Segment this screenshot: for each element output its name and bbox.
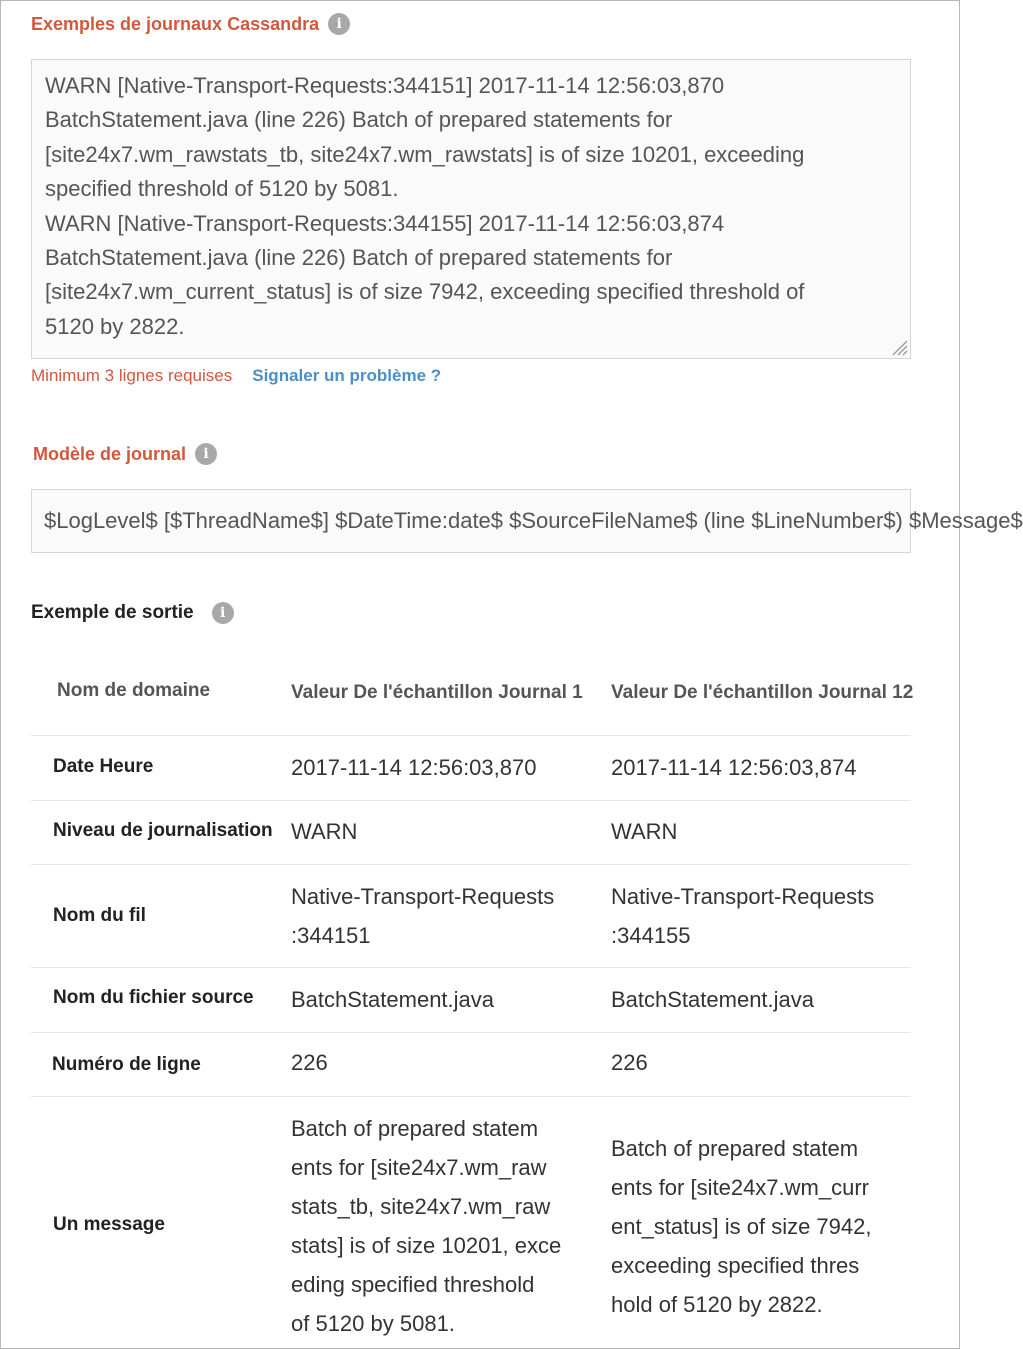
value-line: :344155 bbox=[611, 923, 691, 948]
row-field-name: Un message bbox=[53, 1214, 165, 1235]
table-row bbox=[31, 800, 911, 865]
min-lines-hint: Minimum 3 lignes requises bbox=[31, 366, 233, 385]
pattern-label: Modèle de journal bbox=[33, 443, 187, 464]
info-icon[interactable]: i bbox=[212, 602, 234, 624]
row-value-1: 2017-11-14 12:56:03,870 bbox=[291, 755, 537, 780]
value-line: Batch of prepared statem bbox=[291, 1116, 539, 1141]
log-line: BatchStatement.java (line 226) Batch of prepared statements for bbox=[45, 245, 673, 271]
header-field-name: Nom de domaine bbox=[57, 680, 211, 701]
value-line: exceeding specified thres bbox=[611, 1253, 860, 1278]
value-line: ents for [site24x7.wm_curr bbox=[611, 1175, 869, 1200]
row-field-name: Nom du fil bbox=[53, 905, 146, 926]
hint-row bbox=[31, 366, 441, 386]
log-line: 5120 by 2822. bbox=[45, 313, 185, 339]
table-row bbox=[31, 1032, 911, 1097]
value-line: Batch of prepared statem bbox=[611, 1136, 859, 1161]
value-line: :344151 bbox=[291, 923, 371, 948]
value-line: Native-Transport-Requests bbox=[291, 884, 555, 909]
info-icon[interactable]: i bbox=[195, 443, 217, 465]
row-value-1 bbox=[291, 1109, 581, 1343]
output-table-header bbox=[31, 673, 914, 736]
pattern-label-row bbox=[33, 443, 217, 465]
info-icon[interactable]: i bbox=[328, 13, 350, 35]
table-row bbox=[31, 736, 911, 801]
row-value-1: BatchStatement.java bbox=[291, 987, 495, 1012]
output-title: Exemple de sortie bbox=[31, 602, 194, 623]
table-row bbox=[31, 1096, 911, 1350]
row-value-2: 2017-11-14 12:56:03,874 bbox=[611, 755, 857, 780]
value-line: eding specified threshold bbox=[291, 1272, 535, 1297]
value-line: stats] is of size 10201, exce bbox=[291, 1233, 562, 1258]
log-line: [site24x7.wm_current_status] is of size 7942, exceeding specified threshold of bbox=[45, 279, 805, 305]
row-field-name: Niveau de journalisation bbox=[53, 820, 273, 841]
value-line: hold of 5120 by 2822. bbox=[611, 1292, 823, 1317]
row-value-2: WARN bbox=[611, 819, 678, 844]
samples-label: Exemples de journaux Cassandra bbox=[31, 13, 320, 34]
row-field-name: Numéro de ligne bbox=[52, 1054, 201, 1075]
row-value-2: 226 bbox=[611, 1050, 648, 1075]
value-line: ent_status] is of size 7942, bbox=[611, 1214, 872, 1239]
row-value-2: BatchStatement.java bbox=[611, 987, 815, 1012]
row-value-2 bbox=[611, 1129, 901, 1324]
log-line: [site24x7.wm_rawstats_tb, site24x7.wm_rawstats] is of size 10201, exceeding bbox=[45, 141, 805, 167]
row-value-1: WARN bbox=[291, 819, 358, 844]
value-line: stats_tb, site24x7.wm_raw bbox=[291, 1194, 551, 1219]
row-value-1 bbox=[291, 877, 581, 955]
log-line: WARN [Native-Transport-Requests:344151] 2017-11-14 12:56:03,870 bbox=[45, 73, 725, 98]
sample-logs-textarea[interactable] bbox=[31, 59, 911, 359]
row-value-1: 226 bbox=[291, 1050, 328, 1075]
value-line: of 5120 by 5081. bbox=[291, 1311, 455, 1336]
row-field-name: Nom du fichier source bbox=[53, 987, 254, 1008]
log-pattern-input[interactable]: $LogLevel$ [$ThreadName$] $DateTime:date$ $SourceFileName$ (line $LineNumber$) $Message$ bbox=[31, 489, 911, 553]
output-title-row bbox=[31, 602, 234, 624]
log-line: WARN [Native-Transport-Requests:344155] 2017-11-14 12:56:03,874 bbox=[45, 210, 725, 236]
value-line: ents for [site24x7.wm_raw bbox=[291, 1155, 547, 1180]
header-sample-2: Valeur De l'échantillon Journal 12 bbox=[611, 682, 914, 703]
row-value-2 bbox=[611, 877, 901, 955]
row-field-name: Date Heure bbox=[53, 756, 154, 777]
log-line: BatchStatement.java (line 226) Batch of prepared statements for bbox=[45, 107, 673, 133]
report-problem-link[interactable]: Signaler un problème ? bbox=[252, 366, 442, 385]
log-line: specified threshold of 5120 by 5081. bbox=[45, 176, 399, 202]
resize-grip-icon[interactable] bbox=[890, 338, 908, 356]
table-row bbox=[31, 967, 911, 1033]
value-line: Native-Transport-Requests bbox=[611, 884, 875, 909]
header-sample-1: Valeur De l'échantillon Journal 1 bbox=[291, 682, 583, 703]
samples-label-row bbox=[31, 13, 350, 35]
table-row bbox=[31, 864, 911, 968]
